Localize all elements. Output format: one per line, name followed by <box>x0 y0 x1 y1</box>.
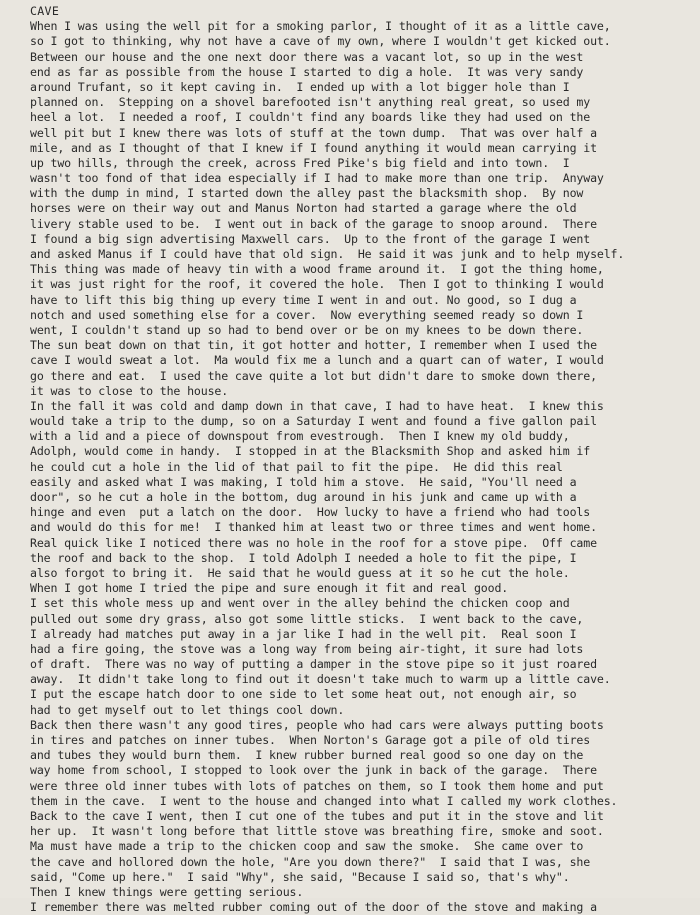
text-line: up two hills, through the creek, across Fred Pike's big field and into town. I <box>30 155 570 170</box>
text-line: had a fire going, the stove was a long way from being air-tight, it sure had lots <box>30 641 584 656</box>
text-line: the cave and hollored down the hole, "Are you down there?" I said that I was, she <box>30 854 591 869</box>
text-line: also forgot to bring it. He said that he would guess at it so he cut the hole. <box>30 565 570 580</box>
text-line: cave I would sweat a lot. Ma would fix me a lunch and a quart can of water, I would <box>30 353 604 368</box>
document-title: CAVE <box>30 4 60 18</box>
text-line: Adolph, would come in handy. I stopped in at the Blacksmith Shop and asked him if <box>30 444 591 459</box>
text-line: livery stable used to be. I went out in back of the garage to snoop around. There <box>30 216 597 231</box>
text-line: in tires and patches on inner tubes. When Norton's Garage got a pile of old tires <box>30 733 591 747</box>
text-line: Back to the cave I went, then I cut one of the tubes and put it in the stove and lit <box>30 808 604 823</box>
text-line: Real quick like I noticed there was no hole in the roof for a stove pipe. Off came <box>30 535 597 550</box>
text-line: Ma must have made a trip to the chicken coop and saw the smoke. She came over to <box>30 839 584 854</box>
text-line: it was to close to the house. <box>30 383 229 398</box>
text-line: Then I knew things were getting serious. <box>30 884 304 899</box>
text-line: her up. It wasn't long before that little stove was breathing fire, smoke and soot. <box>30 824 604 839</box>
text-line: end as far as possible from the house I started to dig a hole. It was very sandy <box>30 64 584 79</box>
text-line: In the fall it was cold and damp down in that cave, I had to have heat. I knew this <box>30 398 604 413</box>
text-line: around Trufant, so it kept caving in. I ended up with a lot bigger hole than I <box>30 79 570 94</box>
text-line: way home from school, I stopped to look over the junk in back of the garage. There <box>30 763 597 778</box>
text-line: easily and asked what I was making, I told him a stove. He said, "You'll need a <box>30 474 577 489</box>
text-line: The sun beat down on that tin, it got hotter and hotter, I remember when I used the <box>30 338 597 353</box>
text-line: go there and eat. I used the cave quite a lot but didn't dare to smoke down there, <box>30 368 597 383</box>
text-line: them in the cave. I went to the house and changed into what I called my work clothes. <box>30 793 618 808</box>
text-line: pulled out some dry grass, also got some little sticks. I went back to the cave, <box>30 611 584 626</box>
text-line: said, "Come up here." I said "Why", she said, "Because I said so, that's why". <box>30 869 570 884</box>
text-line: I put the escape hatch door to one side to let some heat out, not enough air, so <box>30 687 577 702</box>
text-line: away. It didn't take long to find out it doesn't take much to warm up a little cave. <box>30 672 611 687</box>
text-line: went, I couldn't stand up so had to bend over or be on my knees to be down there. <box>30 322 584 337</box>
text-line: had to get myself out to let things cool down. <box>30 702 345 717</box>
text-line: and tubes they would burn them. I knew rubber burned real good so one day on the <box>30 748 584 763</box>
text-line: door", so he cut a hole in the bottom, dug around in his junk and came up with a <box>30 490 577 504</box>
text-line: and asked Manus if I could have that old sign. He said it was junk and to help myself. <box>30 247 625 261</box>
text-line: of draft. There was no way of putting a damper in the stove pipe so it just roared <box>30 657 597 672</box>
text-line: the roof and back to the shop. I told Adolph I needed a hole to fit the pipe, I <box>30 550 577 565</box>
text-line: with the dump in mind, I started down the alley past the blacksmith shop. By now <box>30 186 584 201</box>
text-line: have to lift this big thing up every time I went in and out. No good, so I dug a <box>30 292 577 307</box>
text-line: notch and used something else for a cover. Now everything seemed ready so down I <box>30 307 584 322</box>
text-line: I already had matches put away in a jar like I had in the well pit. Real soon I <box>30 626 577 641</box>
text-line: I set this whole mess up and went over in the alley behind the chicken coop and <box>30 596 570 611</box>
text-line: horses were on their way out and Manus Norton had started a garage where the old <box>30 201 577 216</box>
text-line: he could cut a hole in the lid of that pail to fit the pipe. He did this real <box>30 459 563 474</box>
typewritten-text <box>30 4 690 915</box>
text-line: it was just right for the roof, it covered the hole. Then I got to thinking I would <box>30 277 604 292</box>
text-line: heel a lot. I needed a roof, I couldn't find any boards like they had used on the <box>30 110 591 125</box>
text-line: Between our house and the one next door there was a vacant lot, so up in the west <box>30 49 584 64</box>
text-line: I remember there was melted rubber coming out of the door of the stove and making a <box>30 900 597 915</box>
text-line: mile, and as I thought of that I knew if I found anything it would mean carrying it <box>30 140 597 155</box>
text-line: When I got home I tried the pipe and sure enough it fit and real good. <box>30 581 509 596</box>
text-line: were three old inner tubes with lots of patches on them, so I took them home and put <box>30 778 604 793</box>
text-line: This thing was made of heavy tin with a wood frame around it. I got the thing home, <box>30 262 604 277</box>
text-line: and would do this for me! I thanked him at least two or three times and went home. <box>30 520 597 535</box>
text-line: well pit but I knew there was lots of stuff at the town dump. That was over half a <box>30 125 597 140</box>
text-line: planned on. Stepping on a shovel barefooted isn't anything real great, so used my <box>30 95 591 110</box>
text-line: When I was using the well pit for a smoking parlor, I thought of it as a little cave, <box>30 19 611 34</box>
text-line: I found a big sign advertising Maxwell cars. Up to the front of the garage I went <box>30 231 591 246</box>
text-line: with a lid and a piece of downspout from evestrough. Then I knew my old buddy, <box>30 429 570 444</box>
text-line: Back then there wasn't any good tires, people who had cars were always putting boots <box>30 717 604 732</box>
text-line: wasn't too fond of that idea especially if I had to make more than one trip. Anyway <box>30 171 604 186</box>
text-line: hinge and even put a latch on the door. How lucky to have a friend who had tools <box>30 505 591 520</box>
text-line: would take a trip to the dump, so on a Saturday I went and found a five gallon pail <box>30 414 597 429</box>
text-line: so I got to thinking, why not have a cave of my own, where I wouldn't get kicked out. <box>30 34 611 49</box>
